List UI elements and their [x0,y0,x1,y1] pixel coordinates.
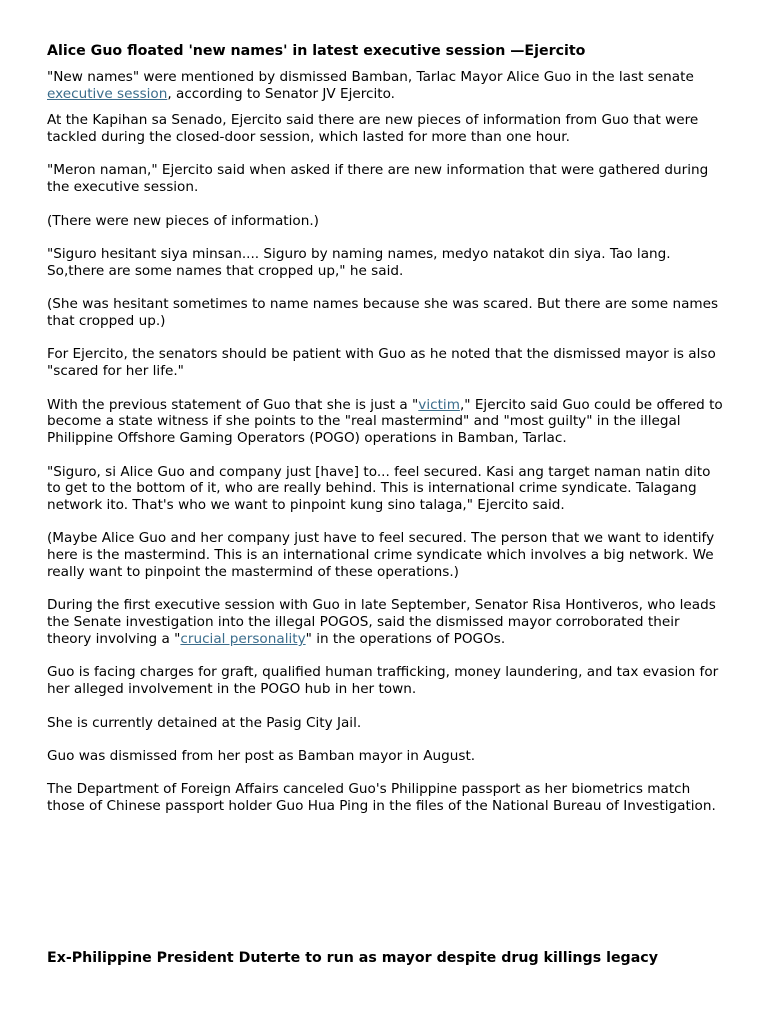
paragraph-1 [47,69,723,103]
paragraph-7: For Ejercito, the senators should be patient with Guo as he noted that the dismissed mayor is also "scared for her life." [47,346,716,380]
paragraph-1-text-before: "New names" were mentioned by dismissed Bamban, Tarlac Mayor Alice Guo in the last senate [47,69,694,85]
paragraph-13: She is currently detained at the Pasig City Jail. [47,714,362,731]
victim-link[interactable]: victim [418,396,460,413]
paragraph-11 [47,597,723,647]
article [47,42,723,832]
paragraph-8-text-after: ," Ejercito said Guo could be offered to become a state witness if she points to the "real mastermind" and "most guilty" in the illegal Philippine Offshore Gaming Operators (POGO) operations in Bamban, Tarlac. [47,396,723,447]
executive-session-link[interactable]: executive session [47,85,168,102]
paragraph-10: (Maybe Alice Guo and her company just have to feel secured. The person that we want to identify here is the mastermind. This is an international crime syndicate which involves a big network. We really want to pinpoint the mastermind of these operations.) [47,530,715,581]
paragraph-11-text-after: " in the operations of POGOs. [305,631,506,648]
paragraph-8-text-before: With the previous statement of Guo that she is just a " [47,396,419,413]
paragraph-5: "Siguro hesitant siya minsan.... Siguro by naming names, medyo natakot din siya. Tao lang. So,there are some names that cropped up," he said. [47,245,671,279]
paragraph-2: At the Kapihan sa Senado, Ejercito said there are new pieces of information from Guo that were tackled during the closed-door session, which lasted for more than one hour. [47,112,699,145]
paragraph-3: "Meron naman," Ejercito said when asked if there are new information that were gathered during the executive session. [47,162,709,196]
crucial-personality-link[interactable]: crucial personality [180,631,306,648]
paragraph-6: (She was hesitant sometimes to name names because she was scared. But there are some names that cropped up.) [47,296,719,329]
paragraph-8 [47,397,723,447]
paragraph-4: (There were new pieces of information.) [47,212,319,229]
article-headline: Alice Guo floated 'new names' in latest executive session —Ejercito [47,43,586,59]
paragraph-15: The Department of Foreign Affairs canceled Guo's Philippine passport as her biometrics match those of Chinese passport holder Guo Hua Ping in the files of the National Bureau of Investigation. [47,781,716,815]
next-article-headline: Ex-Philippine President Duterte to run as mayor despite drug killings legacy [47,950,658,966]
paragraph-14: Guo was dismissed from her post as Bamban mayor in August. [47,748,476,765]
paragraph-11-text-before: During the first executive session with Guo in late September, Senator Risa Hontiveros, who leads the Senate investigation into the illegal POGOS, said the dismissed mayor corroborated their theory involving a " [47,597,716,648]
paragraph-1-text-after: , according to Senator JV Ejercito. [167,85,396,102]
paragraph-9: "Siguro, si Alice Guo and company just [have] to... feel secured. Kasi ang target naman natin dito to get to the bottom of it, who are really behind. This is international crime syndicate. Talagang network ito. That's who we want to pinpoint kung sino talaga," Ejercito said. [47,463,711,514]
paragraph-12: Guo is facing charges for graft, qualified human trafficking, money laundering, and tax evasion for her alleged involvement in the POGO hub in her town. [47,664,719,698]
